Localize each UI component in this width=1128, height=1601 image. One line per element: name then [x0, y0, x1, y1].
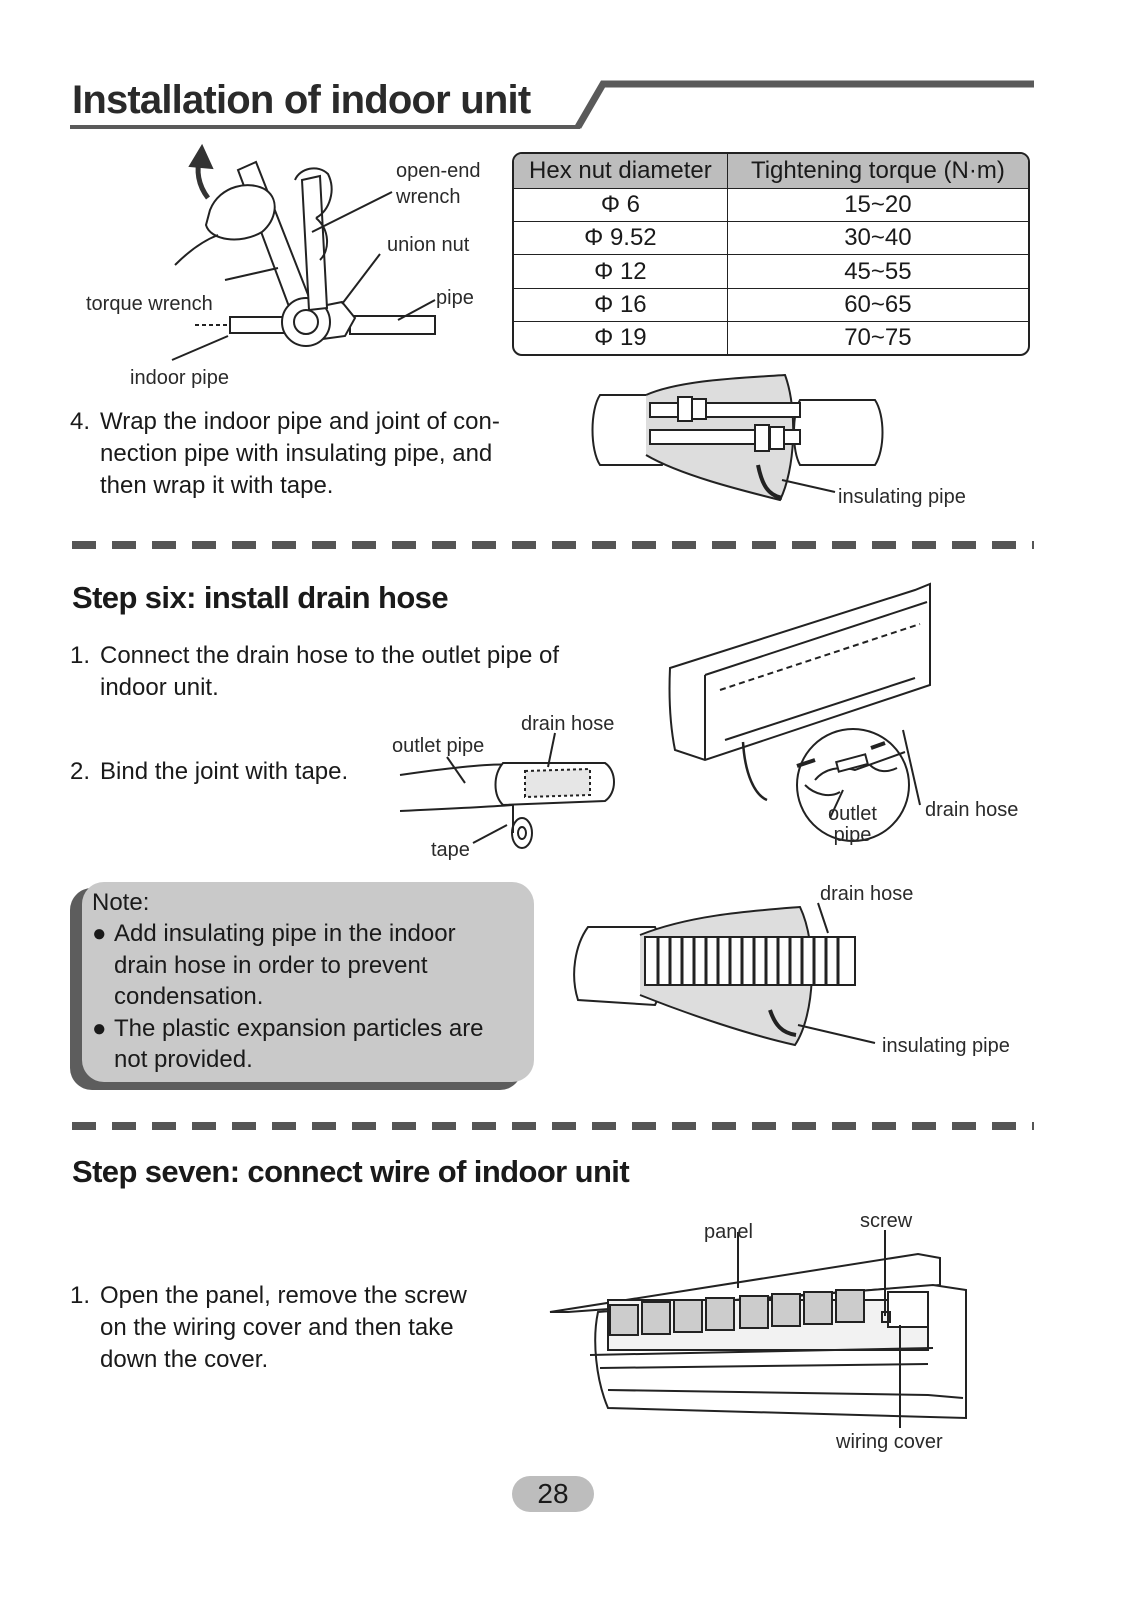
- text-line: Bind the joint with tape.: [100, 758, 349, 785]
- table-row: [514, 189, 1028, 222]
- note-bullet: [92, 1013, 524, 1076]
- section-divider: [72, 541, 1034, 549]
- unit-outlet-pipe-label: outlet pipe: [828, 803, 877, 846]
- text-line: drain hose in order to prevent: [114, 951, 428, 979]
- page-title: Installation of indoor unit: [72, 78, 531, 122]
- text-line: not provided.: [114, 1046, 253, 1073]
- insulation-insulating-pipe-label: insulating pipe: [882, 1035, 1010, 1057]
- step-six-title: Step six: install drain hose: [72, 580, 448, 615]
- text-line: Wrap the indoor pipe and joint of con-: [100, 408, 500, 435]
- table-cell: 70~75: [844, 323, 912, 351]
- bullet-dot-icon: ●: [92, 920, 107, 947]
- table-header-cell: Hex nut diameter: [514, 154, 727, 189]
- drain-hose-insulation-illustration: [570, 905, 870, 1055]
- table-cell: Φ 6: [514, 189, 727, 222]
- step-seven-title: Step seven: connect wire of indoor unit: [72, 1154, 630, 1189]
- text-line: on the wiring cover and then take: [100, 1314, 454, 1341]
- wrap-step-text: [70, 406, 550, 502]
- table-header-cell: Tightening torque (N·m): [727, 154, 1028, 189]
- table-row: [514, 321, 1028, 354]
- step-number: 2.: [70, 758, 91, 785]
- union-nut-label: union nut: [387, 234, 470, 256]
- indoor-pipe-label: indoor pipe: [130, 367, 229, 389]
- torque-wrench-label: torque wrench: [86, 293, 213, 315]
- table-cell: 15~20: [727, 189, 1028, 222]
- step-number: 1.: [70, 642, 91, 669]
- open-end-wrench-label: open-end wrench: [396, 160, 481, 208]
- torque-table: [512, 152, 1030, 356]
- insulating-pipe-label: insulating pipe: [838, 486, 966, 508]
- text-line: then wrap it with tape.: [100, 472, 334, 499]
- step-six-item-2: [70, 756, 390, 788]
- insulation-drain-hose-label: drain hose: [820, 883, 914, 905]
- table-cell: 60~65: [727, 288, 1028, 321]
- table-header-row: [514, 154, 1028, 189]
- text-line: The plastic expansion particles are: [114, 1014, 484, 1042]
- table-row: [514, 255, 1028, 288]
- step-six-item-1: [70, 640, 630, 704]
- note-box: [70, 882, 535, 1090]
- pipe-label: pipe: [436, 287, 474, 309]
- tape-label: tape: [431, 839, 470, 861]
- text-line: down the cover.: [100, 1346, 269, 1373]
- unit-drain-hose-label: drain hose: [925, 799, 1019, 821]
- step-number: 1.: [70, 1282, 91, 1309]
- text-line: Connect the drain hose to the outlet pipe of: [100, 642, 559, 669]
- wiring-cover-label: wiring cover: [836, 1431, 943, 1453]
- text-line: Open the panel, remove the screw: [100, 1282, 467, 1309]
- drain-hose-label: drain hose: [521, 713, 615, 735]
- table-row: [514, 222, 1028, 255]
- panel-label: panel: [704, 1221, 753, 1243]
- note-title: Note:: [92, 889, 150, 916]
- table-cell: Φ 16: [514, 288, 727, 321]
- page-number: 28: [512, 1476, 594, 1512]
- screw-label: screw: [860, 1210, 913, 1232]
- note-bullet: [92, 918, 524, 1013]
- table-cell: Φ 19: [514, 321, 727, 354]
- text-line: indoor unit.: [100, 674, 219, 701]
- title-underline-rule: [0, 0, 1128, 140]
- step-seven-item-1: [70, 1280, 520, 1376]
- bullet-dot-icon: ●: [92, 1014, 107, 1042]
- step-number: 4.: [70, 408, 91, 435]
- note-panel: [82, 882, 534, 1082]
- table-cell: 45~55: [727, 255, 1028, 288]
- open-panel-unit-illustration: [548, 1230, 973, 1440]
- table-cell: Φ 9.52: [514, 222, 727, 255]
- text-line: condensation.: [114, 983, 264, 1010]
- text-line: Add insulating pipe in the indoor: [114, 920, 456, 947]
- table-row: [514, 288, 1028, 321]
- outlet-pipe-label: outlet pipe: [392, 735, 485, 757]
- section-divider: [72, 1122, 1034, 1130]
- table-cell: Φ 12: [514, 255, 727, 288]
- text-line: nection pipe with insulating pipe, and: [100, 440, 493, 467]
- table-cell: 30~40: [727, 222, 1028, 255]
